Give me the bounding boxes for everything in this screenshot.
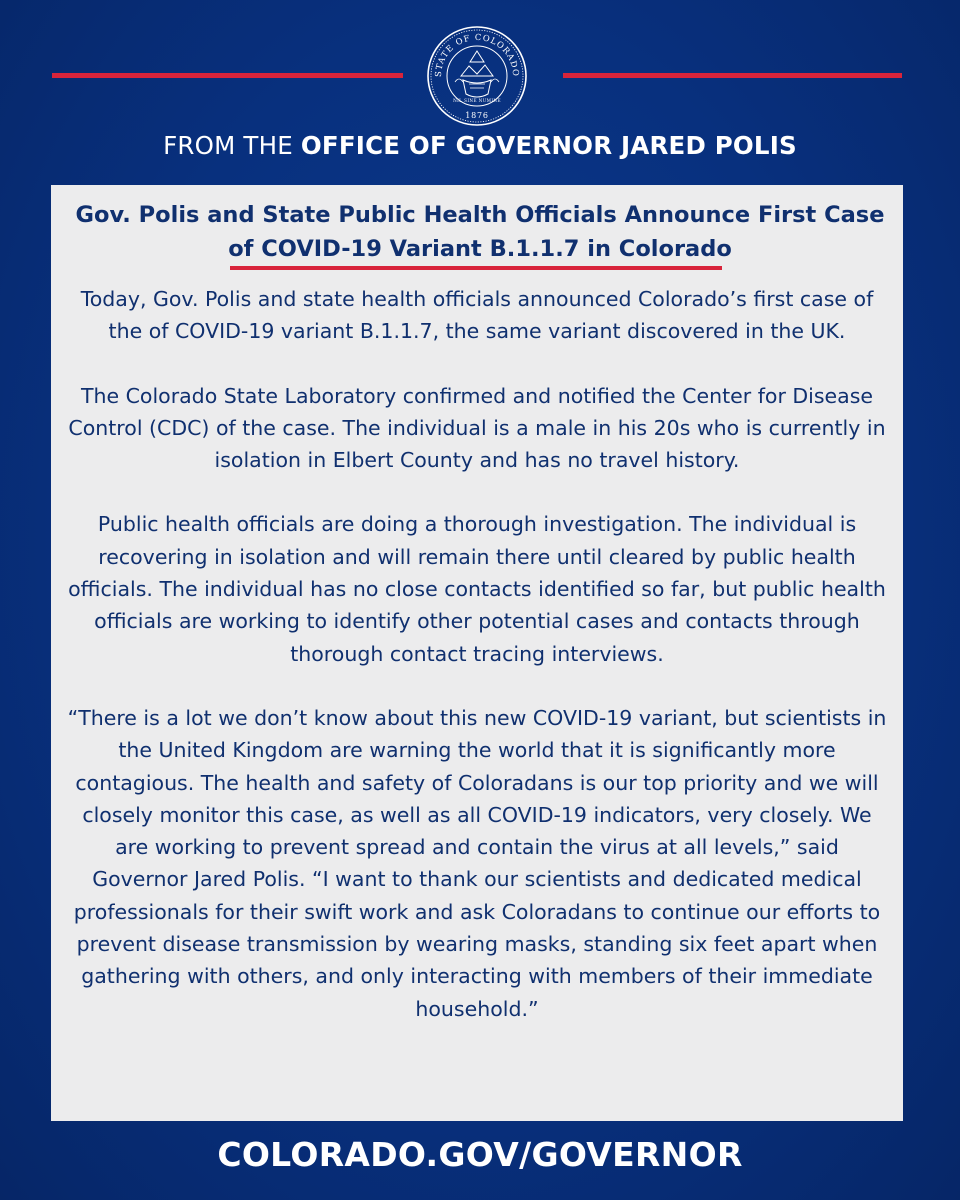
- seal-motto: NIL SINE NUMINE: [453, 98, 501, 103]
- office-heading-name: OFFICE OF GOVERNOR JARED POLIS: [300, 131, 797, 160]
- seal-ring-text: STATE OF COLORADO: [432, 31, 522, 78]
- footer-url: COLORADO.GOV/GOVERNOR: [217, 1135, 743, 1174]
- paragraph-governor-quote: “There is a lot we don’t know about this new COVID-19 variant, but scientists in the United Kingdom are warning the world that it is significantly more contagious. The health and safety of Coloradans is our top priority and we will closely monitor this case, as well as all COVID-19 indicators, very closely. We are working to prevent spread and contain the virus at all levels,” said Governor Jared Polis. “I want to thank our scientists and dedicated medical professionals for their swift work and ask Coloradans to continue our efforts to prevent disease transmission by wearing masks, standing six feet apart when gathering with others, and only interacting with members of their immediate household.”: [67, 705, 887, 1021]
- headline-line-1: Gov. Polis and State Public Health Officials Announce First Case: [75, 202, 885, 228]
- headline-underline: [230, 266, 722, 270]
- announcement-body: [66, 283, 888, 1025]
- office-heading-prefix: FROM THE: [163, 131, 301, 160]
- header-rule-left: [52, 73, 403, 78]
- headline-line-2: of COVID-19 Variant B.1.1.7 in Colorado: [228, 236, 732, 262]
- colorado-state-seal: [425, 24, 529, 128]
- announcement-headline: [0, 198, 960, 266]
- header-rule-right: [563, 73, 902, 78]
- office-heading: [0, 128, 960, 164]
- paragraph-investigation: Public health officials are doing a thorough investigation. The individual is recovering in isolation and will remain there until cleared by public health officials. The individual has no close contacts identified so far, but public health officials are working to identify other potential cases and contacts through thorough contact tracing interviews.: [68, 512, 886, 666]
- paragraph-lab-confirmation: The Colorado State Laboratory confirmed and notified the Center for Disease Control (CDC) of the case. The individual is a male in his 20s who is currently in isolation in Elbert County and has no travel history.: [68, 383, 886, 473]
- seal-year: 1876: [465, 111, 489, 120]
- paragraph-intro: Today, Gov. Polis and state health officials announced Colorado’s first case of the of COVID-19 variant B.1.1.7, the same variant discovered in the UK.: [80, 287, 874, 344]
